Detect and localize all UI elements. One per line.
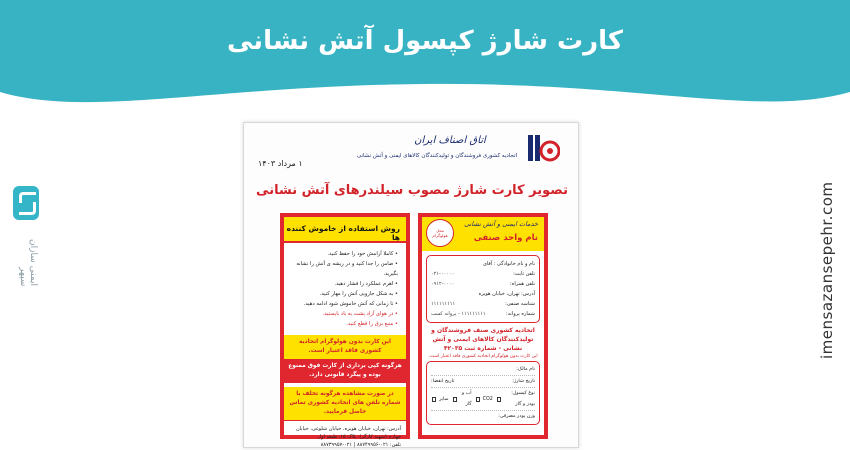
organization-subtitle: اتحادیه کشوری فروشندگان و تولیدکنندگان کالاهای ایمنی و آتش نشانی [356, 153, 518, 159]
address-row [431, 289, 535, 299]
charge-stub [426, 361, 540, 425]
banner-title: کارت شارژ کپسول آتش نشانی [227, 26, 623, 56]
owner-row [431, 259, 535, 269]
usage-step: • در هوای آزاد پشت به باد بایستید. [322, 311, 398, 317]
unit-name: نام واحد صنفی [473, 233, 538, 243]
union-registration: اتحادیه کشوری صنف فروشندگان و تولیدکنندگان کالاهای ایمنی و آتش نشانی - شماره ثبت ۴۲۰۳۵ [431, 327, 535, 352]
license-value: ۱۱۱۱۱۱۱۱۱ - پروانه کسب [431, 311, 486, 317]
charge-card-form [418, 213, 548, 439]
unit-info-form [426, 255, 540, 323]
stub-weight: وزن پودر مصرفی: [498, 414, 535, 419]
document-header [244, 123, 580, 183]
header-banner [0, 0, 850, 118]
landline-row [431, 269, 535, 279]
document-date: ۱ مرداد ۱۴۰۳ [258, 159, 303, 168]
charge-card-document [243, 122, 579, 448]
organization-name: اتاق اصناف ایران [414, 135, 486, 146]
checkbox-icon [476, 397, 480, 402]
phone-text: تلفن: ۰۲۱-۸۸۷۴۹۹۵۶ | ۰۲۱-۸۸۷۳۹۹۵۷ [320, 442, 401, 448]
capsule-type-options [431, 388, 535, 410]
usage-instructions-card [280, 213, 410, 448]
id-value: ۱۱۱۱۱۱۱۱۱ [431, 301, 456, 307]
unit-address: آدرس: تهران، خیابان هویزه [478, 291, 535, 297]
license-row [431, 309, 535, 319]
stub-weight-row [431, 411, 535, 422]
stub-owner-row [431, 364, 535, 376]
brand-logo[interactable] [6, 186, 46, 286]
usage-step: • کاملا آرامش خود را حفظ کنید. [327, 251, 398, 257]
hologram-badge-label: محل هولوگرام [432, 228, 448, 238]
hologram-notice: این کارت بدون هولوگرام اتحادیه کشوری فاقد اعتبار است. [284, 335, 406, 359]
landline-label: تلفن ثابت: [513, 271, 535, 277]
other-option: سایر [439, 396, 449, 402]
copy-warning: هرگونه کپی برداری از کارت فوق ممنوع بوده و پیگرد قانونی دارد. [284, 359, 406, 383]
capsule-type-label: نوع کپسول: پودر و گاز [511, 391, 535, 407]
usage-step: • تا زمانی که آتش خاموش شود ادامه دهید. [303, 301, 398, 307]
usage-step: • به شکل جارویی آتش را مهار کنید. [319, 291, 398, 297]
stub-owner: نام مالک: [516, 367, 535, 372]
stub-expiry: تاریخ انقضا: [431, 379, 455, 384]
usage-step: • اهرم عملکرد را فشار دهید. [334, 281, 398, 287]
hologram-badge [426, 219, 454, 247]
mobile-row [431, 279, 535, 289]
license-label: شماره پروانه: [506, 311, 535, 317]
stub-charge-date: تاریخ شارژ: [512, 379, 535, 384]
owner-label: نام و نام خانوادگی : آقای [482, 261, 535, 267]
brand-name: ایمنی سازان سپهر [18, 238, 38, 286]
violation-notice: در صورت مشاهده هرگونه تخلف با شماره تلفن های اتحادیه کشوری تماس حاصل فرمایید. [284, 387, 406, 420]
stub-date-row [431, 376, 535, 388]
co2-option: CO2 [482, 396, 493, 402]
mobile-label: تلفن همراه: [510, 281, 535, 287]
usage-step: • منبع برق را قطع کنید. [346, 321, 398, 327]
usage-header [284, 217, 406, 243]
usage-step: • ضامن را جدا کنید و در ریشه ی آتش را نشانه بگیرید. [296, 261, 398, 277]
mobile-value: ۰۹۱۲-۰۰۰۰ [431, 281, 455, 287]
document-title: تصویر کارت شارژ مصوب سیلندرهای آتش نشانی [256, 183, 568, 198]
water-option: آب و گاز [461, 391, 472, 407]
checkbox-icon [497, 397, 501, 402]
id-label: شناسه صنفی: [505, 301, 535, 307]
union-note: این کارت بدون هولوگرام اتحادیه کشوری فاقد اعتبار است. [428, 354, 538, 359]
union-address [284, 420, 406, 450]
banner-wave [0, 0, 850, 118]
checkbox-icon [432, 397, 436, 402]
checkbox-icon [453, 397, 457, 402]
id-row [431, 299, 535, 309]
organization-logo-icon [526, 131, 560, 165]
address-text: آدرس: تهران، خیابان هویزه، خیابان شلوغی، خیابان چهارم (شهید کارگر)، پلاک ۱۵، طبقه اول [295, 426, 401, 440]
usage-title: روش استفاده از خاموش کننده ها [286, 224, 400, 242]
site-url[interactable]: imensazansepehr.com [818, 181, 836, 359]
services-label: خدمات ایمنی و آتش نشانی [464, 220, 538, 228]
unit-header [422, 217, 544, 251]
stub-type-row [431, 388, 535, 411]
usage-steps [284, 243, 406, 331]
brand-mark-icon [13, 186, 39, 220]
landline-value: ۰۲۱-۰۰۰۰۰ [431, 271, 455, 277]
